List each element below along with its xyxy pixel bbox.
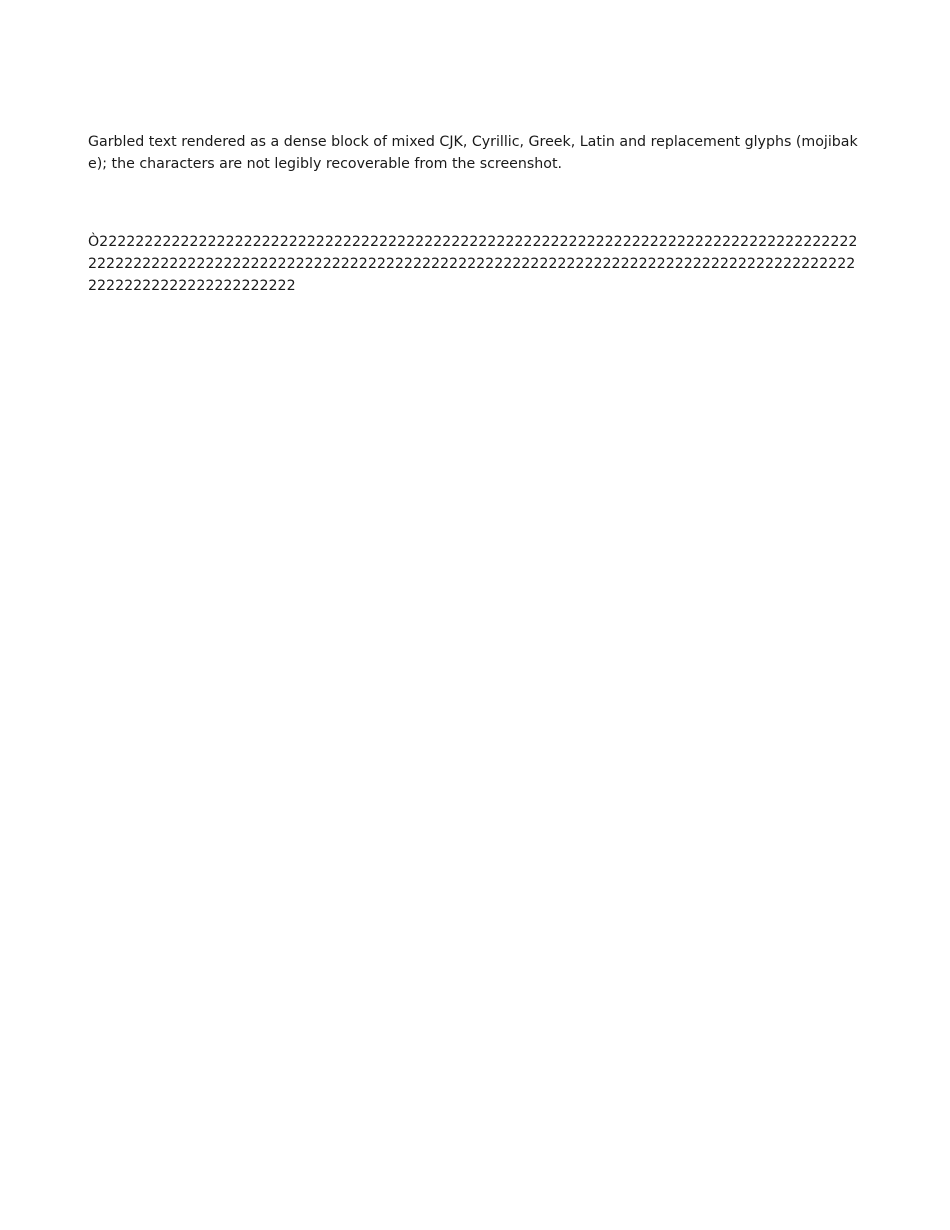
garbled-text-block	[88, 86, 863, 342]
garbled-paragraph-tail: Ò222222222222222222222222222222222222222222222222222222222222222222222222222222222222222222222222222222222222222222222222222222222222222222222222222222222222222222222222222222222222222222222222	[88, 233, 858, 295]
garbled-paragraph-main: Garbled text rendered as a dense block of mixed CJK, Cyrillic, Greek, Latin and replacement glyphs (mojibake); the characters are not legibly recoverable from the screenshot.	[88, 133, 858, 172]
